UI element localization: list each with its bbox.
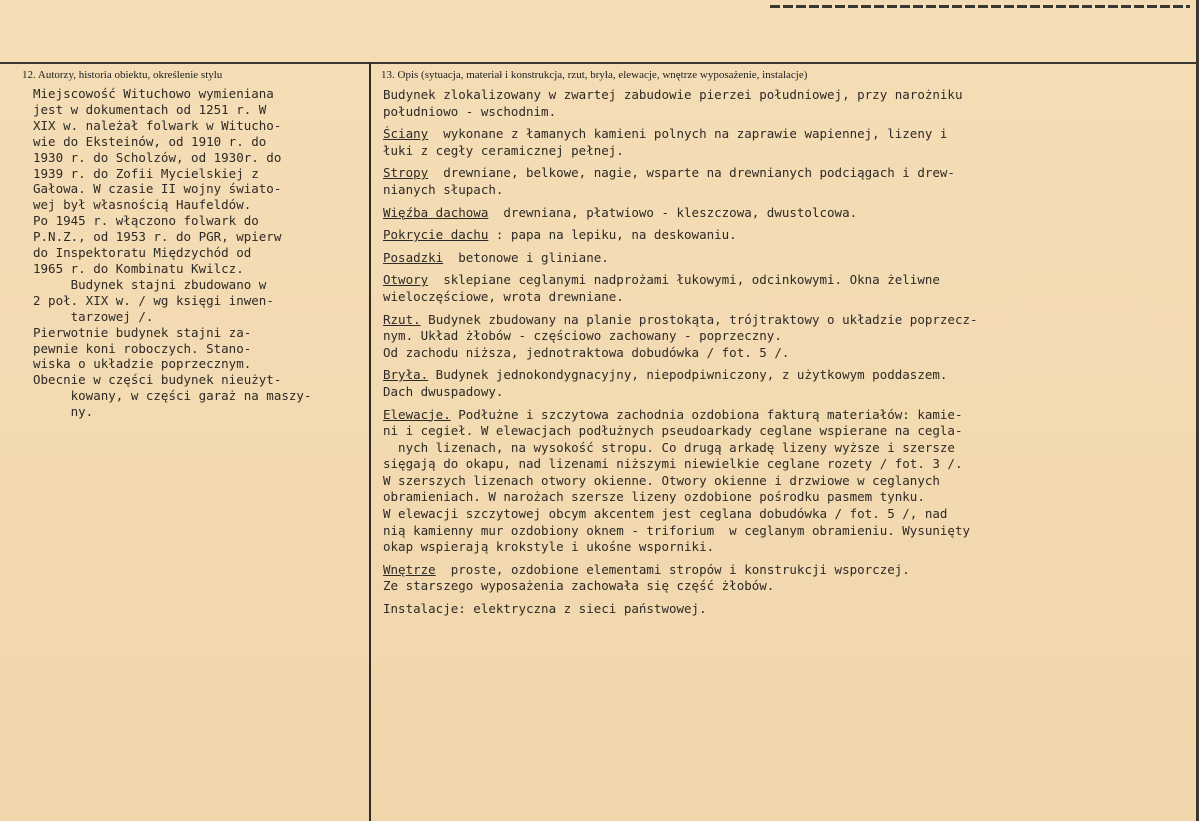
paragraph-text: Podłużne i szczytowa zachodnia ozdobiona fakturą materiałów: kamie- ni i cegieł. W elewacjach podłużnych pseudoarkady ceglane wspierane na cegla- nych lizenach, na wysokość stropu. Co drugą arkadę lizeny wyższe i szersze sięgają do okapu, nad lizenami niższymi niewielkie ceglane rozety / fot. 3 /. W szerszych lizenach otwory okienne. Otwory okienne i drzwiowe w ceglanych obramieniach. W narożach szersze lizeny ozdobione pośrodku pasmem tynku. W elewacji szczytowej obcym akcentem jest ceglana dobudówka / fot. 5 /, nad nią kamienny mur ozdobiony oknem - triforium w ceglanym obramieniu. Wysunięty okap wspierają krokstyle i ukośne wsporniki. bbox=[383, 406, 970, 555]
description-paragraph bbox=[383, 165, 1193, 198]
description-paragraph bbox=[383, 407, 1193, 556]
paragraph-lead: Elewacje. bbox=[383, 406, 451, 422]
description-paragraph bbox=[383, 87, 1193, 120]
description-paragraph bbox=[383, 227, 1193, 244]
paragraph-text: drewniane, belkowe, nagie, wsparte na drewnianych podciągach i drew- nianych słupach. bbox=[383, 165, 955, 197]
paragraph-text: Instalacje: elektryczna z sieci państwowej. bbox=[383, 601, 707, 617]
description-paragraph bbox=[383, 601, 1193, 618]
edge-perforation bbox=[770, 5, 1190, 8]
paragraph-text: : papa na lepiku, na deskowaniu. bbox=[488, 227, 737, 243]
paragraph-text: Budynek jednokondygnacyjny, niepodpiwniczony, z użytkowym poddaszem. Dach dwuspadowy. bbox=[383, 367, 948, 399]
description-paragraph bbox=[383, 312, 1193, 362]
paragraph-text: drewniana, płatwiowo - kleszczowa, dwustolcowa. bbox=[488, 204, 858, 220]
paragraph-lead: Ściany bbox=[383, 126, 429, 142]
paragraph-lead: Bryła. bbox=[383, 367, 429, 383]
history-text: Miejscowość Wituchowo wymieniana jest w dokumentach od 1251 r. W XIX w. należał folwark w Witucho- wie do Eksteinów, od 1910 r. do 1930 r. do Scholzów, od 1930r. do 1939 r. do Zofii Mycielskiej z Gałowa. W czasie II wojny świato- wej był własnością Haufeldów. Po 1945 r. włączono folwark do P.N.Z., od 1953 r. do PGR, wpierw do Inspektoratu Międzychód od 1965 r. do Kombinatu Kwilcz. Budynek stajni zbudowano w 2 poł. XIX w. / wg księgi inwen- tarzowej /. Pierwotnie budynek stajni za- pewnie koni roboczych. Stano- wiska o układzie poprzecznym. Obecnie w części budynek nieużyt- kowany, w części garaż na maszy- ny. bbox=[33, 86, 312, 420]
paragraph-text: sklepiane ceglanymi nadprożami łukowymi, odcinkowymi. Okna żeliwne wieloczęściowe, wrota drewniane. bbox=[383, 272, 940, 304]
paragraph-lead: Wnętrze bbox=[383, 561, 436, 577]
section-13-heading: 13. Opis (sytuacja, materiał i konstrukcja, rzut, bryła, elewacje, wnętrze wyposażenie, instalacje) bbox=[381, 69, 808, 81]
top-rule bbox=[0, 62, 1199, 64]
paragraph-lead: Otwory bbox=[383, 272, 429, 288]
description-column bbox=[383, 87, 1193, 624]
paragraph-lead: Posadzki bbox=[383, 249, 444, 265]
paragraph-text: proste, ozdobione elementami stropów i konstrukcji wsporczej. Ze starszego wyposażenia zachowała się część żłobów. bbox=[383, 561, 910, 594]
description-paragraph bbox=[383, 562, 1193, 595]
paragraph-text: Budynek zbudowany na planie prostokąta, trójtraktowy o układzie poprzecz- nym. Układ żłobów - częściowo zachowany - poprzeczny. Od zachodu niższa, jednotraktowa dobudówka / fot. 5 /. bbox=[383, 311, 978, 360]
description-paragraph bbox=[383, 250, 1193, 267]
paragraph-lead: Pokrycie dachu bbox=[383, 227, 489, 243]
description-paragraph bbox=[383, 367, 1193, 400]
column-divider bbox=[369, 62, 371, 821]
paragraph-text: Budynek zlokalizowany w zwartej zabudowie pierzei południowej, przy narożniku południowo - wschodnim. bbox=[383, 87, 963, 119]
description-paragraph bbox=[383, 126, 1193, 159]
description-paragraph bbox=[383, 272, 1193, 305]
paragraph-lead: Rzut. bbox=[383, 311, 421, 327]
paragraph-lead: Stropy bbox=[383, 165, 429, 181]
section-12-heading: 12. Autorzy, historia obiektu, określenie stylu bbox=[22, 69, 223, 81]
description-paragraph bbox=[383, 205, 1193, 222]
paragraph-text: betonowe i gliniane. bbox=[443, 249, 609, 265]
paragraph-text: wykonane z łamanych kamieni polnych na zaprawie wapiennej, lizeny i łuki z cegły ceramicznej pełnej. bbox=[383, 126, 948, 158]
paragraph-lead: Więźba dachowa bbox=[383, 204, 489, 220]
